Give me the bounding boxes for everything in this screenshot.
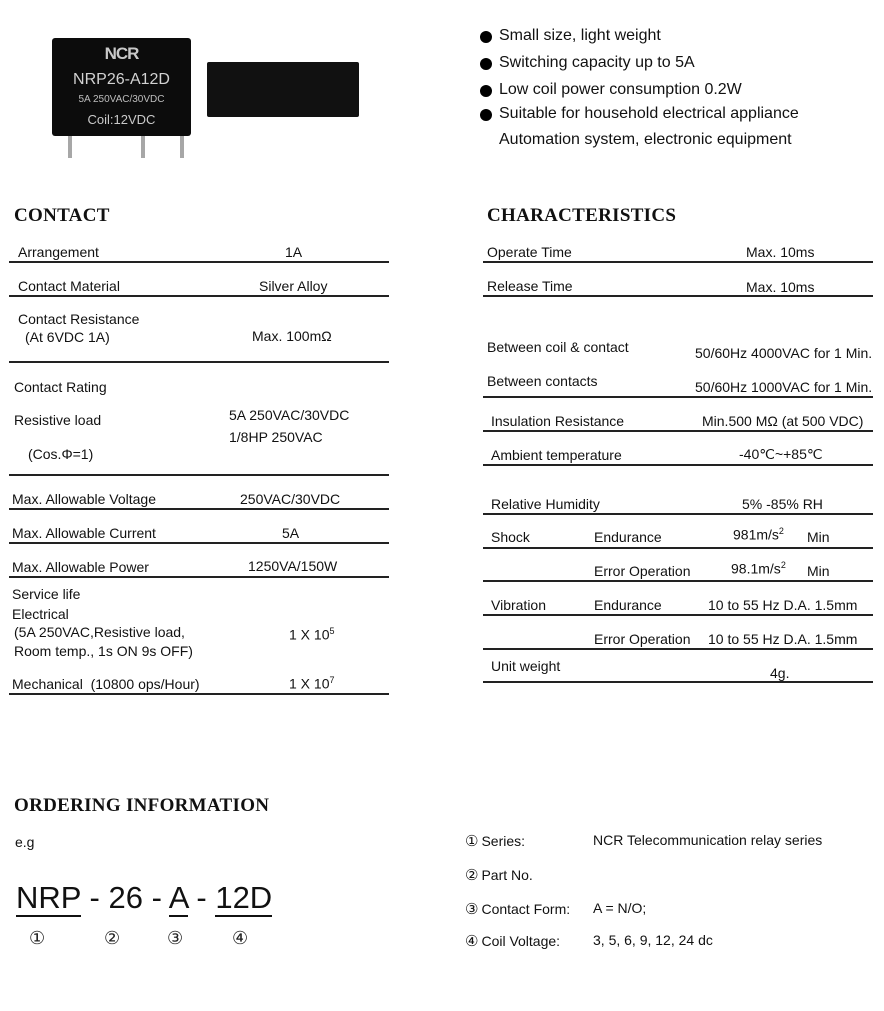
release-time-value: Max. 10ms <box>746 279 815 295</box>
coil-contact-label: Between coil & contact <box>487 339 629 355</box>
ambient-value: -40℃~+85℃ <box>739 446 823 462</box>
row-divider <box>483 580 873 582</box>
code-sep: - <box>187 880 216 915</box>
insulation-value: Min.500 MΩ (at 500 VDC) <box>702 413 864 429</box>
ambient-label: Ambient temperature <box>491 447 622 463</box>
marker-2: ② <box>104 928 121 949</box>
order-item-contact-form: ③ Contact Form: <box>465 900 571 918</box>
bullet-icon <box>480 109 492 121</box>
row-divider <box>9 295 389 297</box>
max-voltage-label: Max. Allowable Voltage <box>12 491 156 507</box>
shock-label: Shock <box>491 529 530 545</box>
rating-value-1: 5A 250VAC/30VDC <box>229 407 350 423</box>
release-time-label: Release Time <box>487 278 573 294</box>
between-contacts-value: 50/60Hz 1000VAC for 1 Min. <box>695 379 873 395</box>
row-divider <box>9 693 389 695</box>
row-divider <box>483 261 873 263</box>
order-item-series: ① Series: <box>465 832 526 850</box>
row-divider <box>9 361 389 363</box>
humidity-value: 5% -85% RH <box>742 496 823 512</box>
ncr-logo: NCR <box>104 44 139 63</box>
material-label: Contact Material <box>18 278 120 294</box>
shock-endurance-label: Endurance <box>594 529 662 545</box>
electrical-label: Electrical <box>12 606 69 622</box>
row-divider <box>483 681 873 683</box>
feature-item: Suitable for household electrical appliance <box>499 105 799 122</box>
mechanical-life-value: 1 X $10^7$ <box>289 675 335 692</box>
insulation-label: Insulation Resistance <box>491 413 625 429</box>
characteristics-heading: CHARACTERISTICS <box>487 205 677 226</box>
resistance-label: Contact Resistance <box>18 311 140 327</box>
shock-error-label: Error Operation <box>594 563 691 579</box>
row-divider <box>9 508 389 510</box>
shock-endurance-unit: Min <box>807 529 830 545</box>
coil-contact-value: 50/60Hz 4000VAC for 1 Min. <box>695 345 873 361</box>
part-number-example <box>16 880 272 916</box>
relay-model-text: NRP26-A12D <box>73 71 170 88</box>
operate-time-label: Operate Time <box>487 244 572 260</box>
marker-1: ① <box>29 928 46 949</box>
row-divider <box>9 542 389 544</box>
max-power-value: 1250VA/150W <box>248 558 338 574</box>
service-life-label: Service life <box>12 586 81 602</box>
order-item-series-value: NCR Telecommunication relay series <box>593 832 823 848</box>
relay-front-photo <box>52 38 191 136</box>
relay-side-photo <box>207 62 359 117</box>
feature-item: Switching capacity up to 5A <box>499 54 695 71</box>
operate-time-value: Max. 10ms <box>746 244 815 260</box>
shock-error-unit: Min <box>807 563 830 579</box>
max-current-value: 5A <box>282 525 300 541</box>
vibration-error-label: Error Operation <box>594 631 691 647</box>
row-divider <box>483 648 873 650</box>
rating-value-2: 1/8HP 250VAC <box>229 429 323 445</box>
code-part-no: 26 <box>108 880 143 915</box>
max-voltage-value: 250VAC/30VDC <box>240 491 341 507</box>
between-contacts-label: Between contacts <box>487 373 598 389</box>
code-coil-voltage: 12D <box>215 880 273 915</box>
row-divider <box>483 614 873 616</box>
feature-item: Automation system, electronic equipment <box>499 131 792 148</box>
relay-spec-text: 5A 250VAC/30VDC <box>78 94 165 105</box>
row-divider <box>9 261 389 263</box>
ordering-heading: ORDERING INFORMATION <box>14 795 270 816</box>
feature-item: Small size, light weight <box>499 27 661 44</box>
relay-coil-text: Coil:12VDC <box>87 112 156 127</box>
electrical-condition-2: Room temp., 1s ON 9s OFF) <box>14 643 193 659</box>
row-divider <box>483 430 873 432</box>
vibration-endurance-value: 10 to 55 Hz D.A. 1.5mm <box>708 597 858 613</box>
order-item-coil-voltage: ④ Coil Voltage: <box>465 932 561 950</box>
contact-heading: CONTACT <box>14 205 110 226</box>
electrical-life-value: 1 X $10^5$ <box>289 626 335 643</box>
row-divider <box>483 396 873 398</box>
code-sep: - <box>142 880 169 915</box>
material-value: Silver Alloy <box>259 278 328 294</box>
code-contact-form: A <box>168 880 188 915</box>
bullet-icon <box>480 85 492 97</box>
unit-weight-value: 4g. <box>770 665 790 681</box>
humidity-label: Relative Humidity <box>491 496 600 512</box>
order-item-coil-voltage-value: 3, 5, 6, 9, 12, 24 dc <box>593 932 713 948</box>
row-divider <box>9 474 389 476</box>
row-divider <box>483 547 873 549</box>
bullet-icon <box>480 58 492 70</box>
rating-label: Contact Rating <box>14 379 107 395</box>
shock-endurance-value: $981m/s^2$ <box>733 526 784 543</box>
resistance-sub: (At 6VDC 1A) <box>25 329 110 345</box>
code-sep: - <box>80 880 109 915</box>
row-divider <box>483 513 873 515</box>
order-item-contact-form-value: A = N/O; <box>593 900 647 916</box>
mechanical-label: Mechanical (10800 ops/Hour) <box>12 676 200 692</box>
arrangement-value: 1A <box>285 244 303 260</box>
shock-error-value: $98.1m/s^2$ <box>731 560 786 577</box>
relay-pin <box>180 136 184 158</box>
resistive-load-label: Resistive load <box>14 412 102 428</box>
row-divider <box>483 295 873 297</box>
arrangement-label: Arrangement <box>18 244 99 260</box>
relay-pin <box>141 136 145 158</box>
example-label: e.g <box>15 834 35 850</box>
marker-3: ③ <box>167 928 184 949</box>
cos-label: (Cos.Φ=1) <box>28 446 94 462</box>
vibration-endurance-label: Endurance <box>594 597 662 613</box>
electrical-condition-1: (5A 250VAC,Resistive load, <box>14 624 185 640</box>
order-item-part-no: ② Part No. <box>465 866 533 884</box>
feature-item: Low coil power consumption 0.2W <box>499 81 742 98</box>
vibration-error-value: 10 to 55 Hz D.A. 1.5mm <box>708 631 858 647</box>
vibration-label: Vibration <box>491 597 547 613</box>
resistance-value: Max. 100mΩ <box>252 328 332 344</box>
code-series: NRP <box>16 880 81 915</box>
max-power-label: Max. Allowable Power <box>12 559 149 575</box>
row-divider <box>9 576 389 578</box>
max-current-label: Max. Allowable Current <box>12 525 156 541</box>
unit-weight-label: Unit weight <box>491 658 561 674</box>
row-divider <box>483 464 873 466</box>
bullet-icon <box>480 31 492 43</box>
marker-4: ④ <box>232 928 249 949</box>
relay-pin <box>68 136 72 158</box>
